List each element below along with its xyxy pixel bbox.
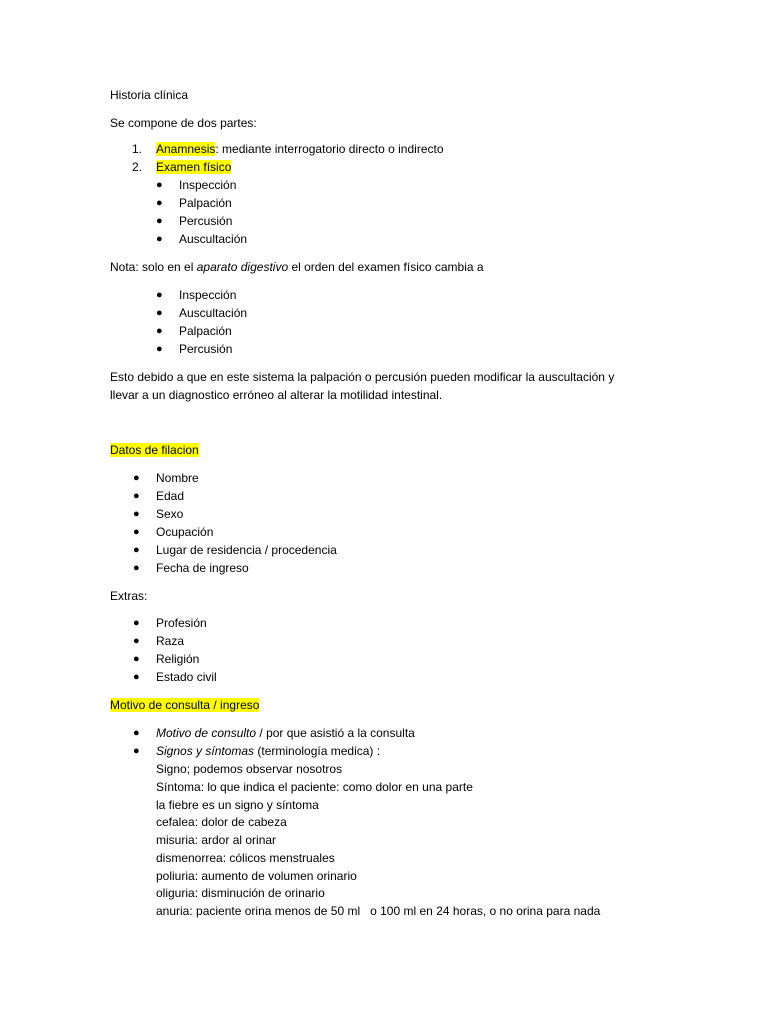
heading-text: Datos de filacion: [110, 443, 199, 457]
note-italic: aparato digestivo: [196, 260, 289, 274]
list-item: Auscultación: [179, 232, 248, 246]
list-item: Percusión: [179, 342, 233, 356]
list-item: Ocupación: [156, 525, 214, 539]
consult-line: oliguria: disminución de orinario: [156, 886, 325, 900]
part-item: [156, 141, 444, 157]
part-number: 1.: [132, 142, 143, 156]
note-prefix: Nota: solo en el: [110, 260, 197, 274]
consult-line: dismenorrea: cólicos menstruales: [156, 851, 335, 865]
consult-line: Signo; podemos observar nosotros: [156, 762, 343, 776]
section-heading-filiation: [110, 442, 199, 458]
list-item: Lugar de residencia / procedencia: [156, 543, 337, 557]
bullet-icon: ●: [156, 197, 163, 209]
list-item: Palpación: [179, 324, 232, 338]
list-item: Nombre: [156, 471, 199, 485]
note-text: [110, 259, 484, 275]
bullet-icon: ●: [133, 635, 140, 647]
consult-line: cefalea: dolor de cabeza: [156, 815, 287, 829]
part-label: Anamnesis: [156, 142, 216, 156]
list-item: Sexo: [156, 507, 184, 521]
bullet-icon: ●: [156, 179, 163, 191]
list-item: Auscultación: [179, 306, 248, 320]
extras-label: Extras:: [110, 589, 148, 603]
bullet-icon: ●: [133, 490, 140, 502]
part-item: [156, 159, 231, 175]
explanation-line: llevar a un diagnostico erróneo al alterar la motilidad intestinal.: [110, 388, 443, 402]
list-item: Palpación: [179, 196, 232, 210]
consult-rest: / por que asistió a la consulta: [256, 726, 415, 740]
list-item: Raza: [156, 634, 185, 648]
part-label: Examen físico: [156, 160, 232, 174]
part-number: 2.: [132, 160, 143, 174]
document-title: Historia clínica: [110, 88, 189, 102]
bullet-icon: ●: [133, 544, 140, 556]
bullet-icon: ●: [133, 526, 140, 538]
bullet-icon: ●: [133, 653, 140, 665]
bullet-icon: ●: [156, 215, 163, 227]
bullet-icon: ●: [156, 307, 163, 319]
consult-italic: Signos y síntomas: [156, 744, 255, 758]
list-item: [156, 743, 380, 759]
bullet-icon: ●: [133, 727, 140, 739]
list-item: Edad: [156, 489, 185, 503]
consult-italic: Motivo de consulto: [156, 726, 257, 740]
bullet-icon: ●: [133, 745, 140, 757]
consult-line: la fiebre es un signo y síntoma: [156, 798, 319, 812]
list-item: Profesión: [156, 616, 207, 630]
consult-line: misuria: ardor al orinar: [156, 833, 277, 847]
list-item: Percusión: [179, 214, 233, 228]
list-item: Fecha de ingreso: [156, 561, 249, 575]
bullet-icon: ●: [133, 671, 140, 683]
section-heading-consult: [110, 697, 259, 713]
part-rest: : mediante interrogatorio directo o indirecto: [215, 142, 444, 156]
consult-line: poliuria: aumento de volumen orinario: [156, 869, 357, 883]
bullet-icon: ●: [156, 343, 163, 355]
note-suffix: el orden del examen físico cambia a: [288, 260, 484, 274]
bullet-icon: ●: [156, 233, 163, 245]
list-item: Inspección: [179, 288, 237, 302]
consult-line: anuria: paciente orina menos de 50 ml o 100 ml en 24 horas, o no orina para nada: [156, 904, 601, 918]
bullet-icon: ●: [133, 472, 140, 484]
bullet-icon: ●: [156, 289, 163, 301]
list-item: Religión: [156, 652, 200, 666]
consult-line: Síntoma: lo que indica el paciente: como dolor en una parte: [156, 780, 473, 794]
list-item: [156, 725, 415, 741]
list-item: Estado civil: [156, 670, 217, 684]
bullet-icon: ●: [133, 508, 140, 520]
list-item: Inspección: [179, 178, 237, 192]
bullet-icon: ●: [133, 562, 140, 574]
bullet-icon: ●: [156, 325, 163, 337]
intro-text: Se compone de dos partes:: [110, 116, 257, 130]
heading-text: Motivo de consulta / ingreso: [110, 698, 260, 712]
bullet-icon: ●: [133, 617, 140, 629]
consult-rest: (terminología medica) :: [254, 744, 381, 758]
explanation-line: Esto debido a que en este sistema la palpación o percusión pueden modificar la auscultación y: [110, 370, 615, 384]
